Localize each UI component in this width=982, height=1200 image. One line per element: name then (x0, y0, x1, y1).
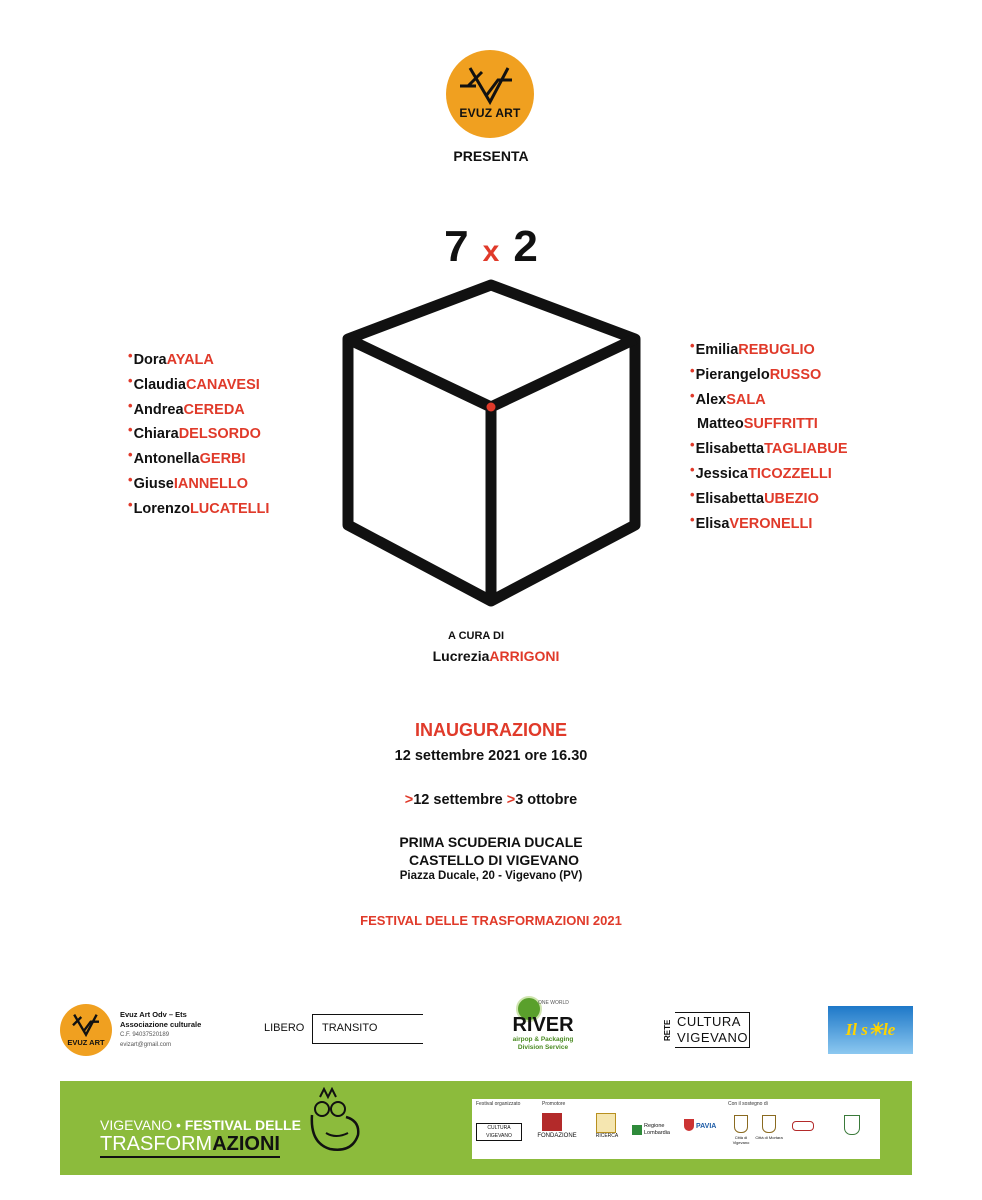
list-item: •PierangeloRUSSO (690, 362, 822, 383)
il-sole-logo: Il s☀le (828, 1006, 913, 1054)
festival-band: VIGEVANO • FESTIVAL DELLE TRASFORMAZIONI Festival organizzato Promotore Con il sostegno di CULTURA VIGEVANO FONDAZIONE RICERCA Regione Lombardia PAVIA Città di Vigevano Città di Mortara (60, 1081, 912, 1175)
fondazione-icon (542, 1113, 562, 1131)
list-item: •ClaudiaCANAVESI (128, 372, 260, 393)
evuz-art-logo-mark-icon (446, 50, 534, 138)
festival-name: FESTIVAL DELLE TRASFORMAZIONI 2021 (360, 913, 622, 928)
list-item: •ElisabettaTAGLIABUE (690, 437, 848, 458)
libero-transito-logo: LIBERO TRANSITO (264, 1014, 424, 1044)
list-item: •ChiaraDELSORDO (128, 422, 261, 443)
cube-center-dot (487, 403, 496, 412)
sponsor-evuz-logo (60, 1004, 112, 1056)
list-item: •AntonellaGERBI (128, 447, 246, 468)
venue-address: Piazza Ducale, 20 - Vigevano (PV) (399, 870, 583, 882)
inauguration-label: INAUGURAZIONE (415, 720, 567, 740)
pavia-crest-icon (684, 1119, 694, 1131)
evuz-small-mark-icon (60, 1004, 112, 1056)
list-item: •AndreaCEREDA (128, 397, 245, 418)
list-item: •EmiliaREBUGLIO (690, 338, 815, 358)
exhibition-period: >12 settembre >3 ottobre (404, 792, 578, 808)
list-item: •AlexSALA (690, 387, 766, 408)
list-item: •JessicaTICOZZELLI (690, 461, 832, 482)
venue-line1: PRIMA SCUDERIA DUCALE (399, 834, 583, 850)
logo-text: EVUZ ART (459, 106, 521, 120)
frog-icon (306, 1087, 370, 1159)
title-right: 2 (513, 222, 538, 271)
mortara-crest-icon (762, 1115, 776, 1133)
rete-cultura-logo: RETE CULTURA VIGEVANO (663, 1012, 753, 1048)
inauguration-date: 12 settembre 2021 ore 16.30 (394, 748, 588, 764)
lombardia-icon (632, 1125, 642, 1135)
evuz-art-logo (446, 50, 534, 138)
list-item: •LorenzoLUCATELLI (128, 496, 270, 517)
artist-list-right (690, 338, 848, 536)
partners-box: Festival organizzato Promotore Con il sostegno di CULTURA VIGEVANO FONDAZIONE RICERCA Regione Lombardia PAVIA Città di Vigevano Città di Mortara (472, 1099, 880, 1159)
list-item: •GiuseIANNELLO (128, 471, 248, 492)
list-item: •ElisaVERONELLI (690, 511, 813, 532)
vigevano-crest-icon (734, 1115, 748, 1133)
evuz-small-text: EVUZ ART (67, 1038, 105, 1047)
cube-illustration (338, 275, 648, 615)
title-x: x (482, 235, 500, 268)
partner-logo-icon (792, 1121, 814, 1131)
ricerca-icon (596, 1113, 616, 1133)
list-item: MatteoSUFFRITTI (697, 416, 818, 433)
partner-crest-icon (844, 1115, 860, 1135)
curator-label: A CURA DI (447, 630, 504, 642)
venue-line2: CASTELLO DI VIGEVANO (408, 852, 580, 868)
artist-list-left (128, 348, 269, 522)
river-logo: ONE WORLD RIVER airpop & Packaging Division Service (508, 996, 578, 1056)
curator-block (0, 630, 982, 664)
list-item: •ElisabettaUBEZIO (690, 486, 819, 507)
title-left: 7 (444, 222, 469, 271)
presents-label: PRESENTA (453, 148, 529, 164)
curator-name: LucreziaARRIGONI (432, 648, 560, 664)
list-item: •DoraAYALA (128, 348, 214, 368)
exhibition-title (0, 222, 982, 272)
evuz-info: Evuz Art Odv – Ets Associazione culturale C.F. 94037520189 evizart@gmail.com (120, 1010, 202, 1048)
